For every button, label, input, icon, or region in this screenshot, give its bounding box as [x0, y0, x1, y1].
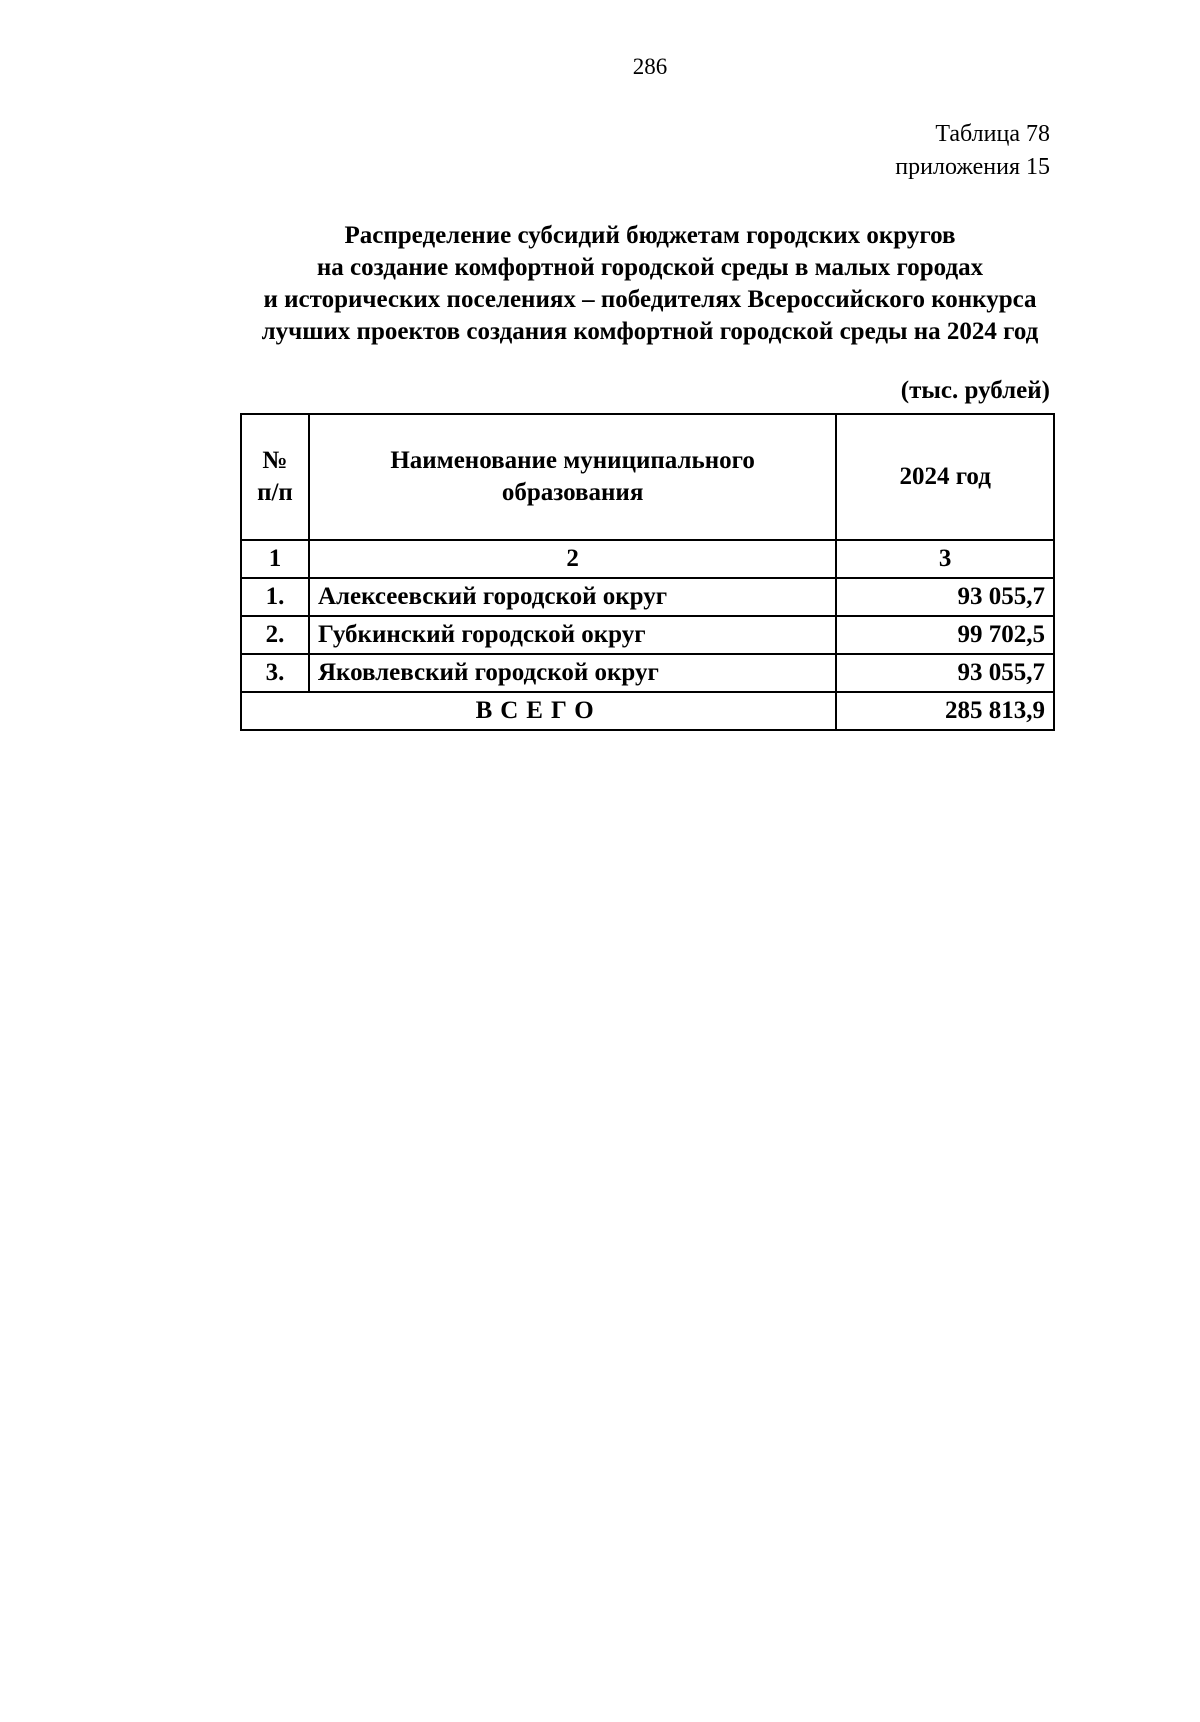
table-row	[241, 654, 1054, 692]
units-label: (тыс. рублей)	[900, 377, 1050, 404]
municipality-name: Яковлевский городской округ	[309, 654, 836, 692]
header-name-line2: образования	[501, 479, 644, 506]
column-number-row	[241, 540, 1054, 578]
row-number: 1.	[241, 578, 309, 616]
header-name	[309, 414, 836, 540]
total-row	[241, 692, 1054, 730]
municipality-name: Губкинский городской округ	[309, 616, 836, 654]
total-value: 285 813,9	[836, 692, 1054, 730]
title-line: на создание комфортной городской среды в малых городах	[316, 254, 984, 281]
page-number: 286	[632, 54, 668, 79]
title-line: лучших проектов создания комфортной городской среды на 2024 год	[261, 318, 1039, 345]
column-number: 2	[309, 540, 836, 578]
header-year: 2024 год	[836, 414, 1054, 540]
municipality-name: Алексеевский городской округ	[309, 578, 836, 616]
appendix-number: приложения 15	[895, 154, 1050, 180]
row-number: 2.	[241, 616, 309, 654]
header-number	[241, 414, 309, 540]
header-number-abbr: п/п	[257, 479, 293, 506]
table-number: Таблица 78	[935, 121, 1050, 147]
subsidy-table	[240, 413, 1055, 731]
subsidy-value: 99 702,5	[836, 616, 1054, 654]
title-line: и исторических поселениях – победителях Всероссийского конкурса	[263, 286, 1037, 313]
table-header-row	[241, 414, 1054, 540]
table-row	[241, 616, 1054, 654]
title-line: Распределение субсидий бюджетам городских округов	[344, 222, 956, 249]
table-reference	[860, 118, 1050, 184]
total-label: ВСЕГО	[241, 692, 836, 730]
subsidy-value: 93 055,7	[836, 654, 1054, 692]
header-name-line1: Наименование муниципального	[390, 447, 755, 474]
row-number: 3.	[241, 654, 309, 692]
header-number-symbol: №	[262, 447, 288, 474]
document-title	[170, 220, 1130, 348]
column-number: 3	[836, 540, 1054, 578]
subsidy-value: 93 055,7	[836, 578, 1054, 616]
column-number: 1	[241, 540, 309, 578]
table-row	[241, 578, 1054, 616]
